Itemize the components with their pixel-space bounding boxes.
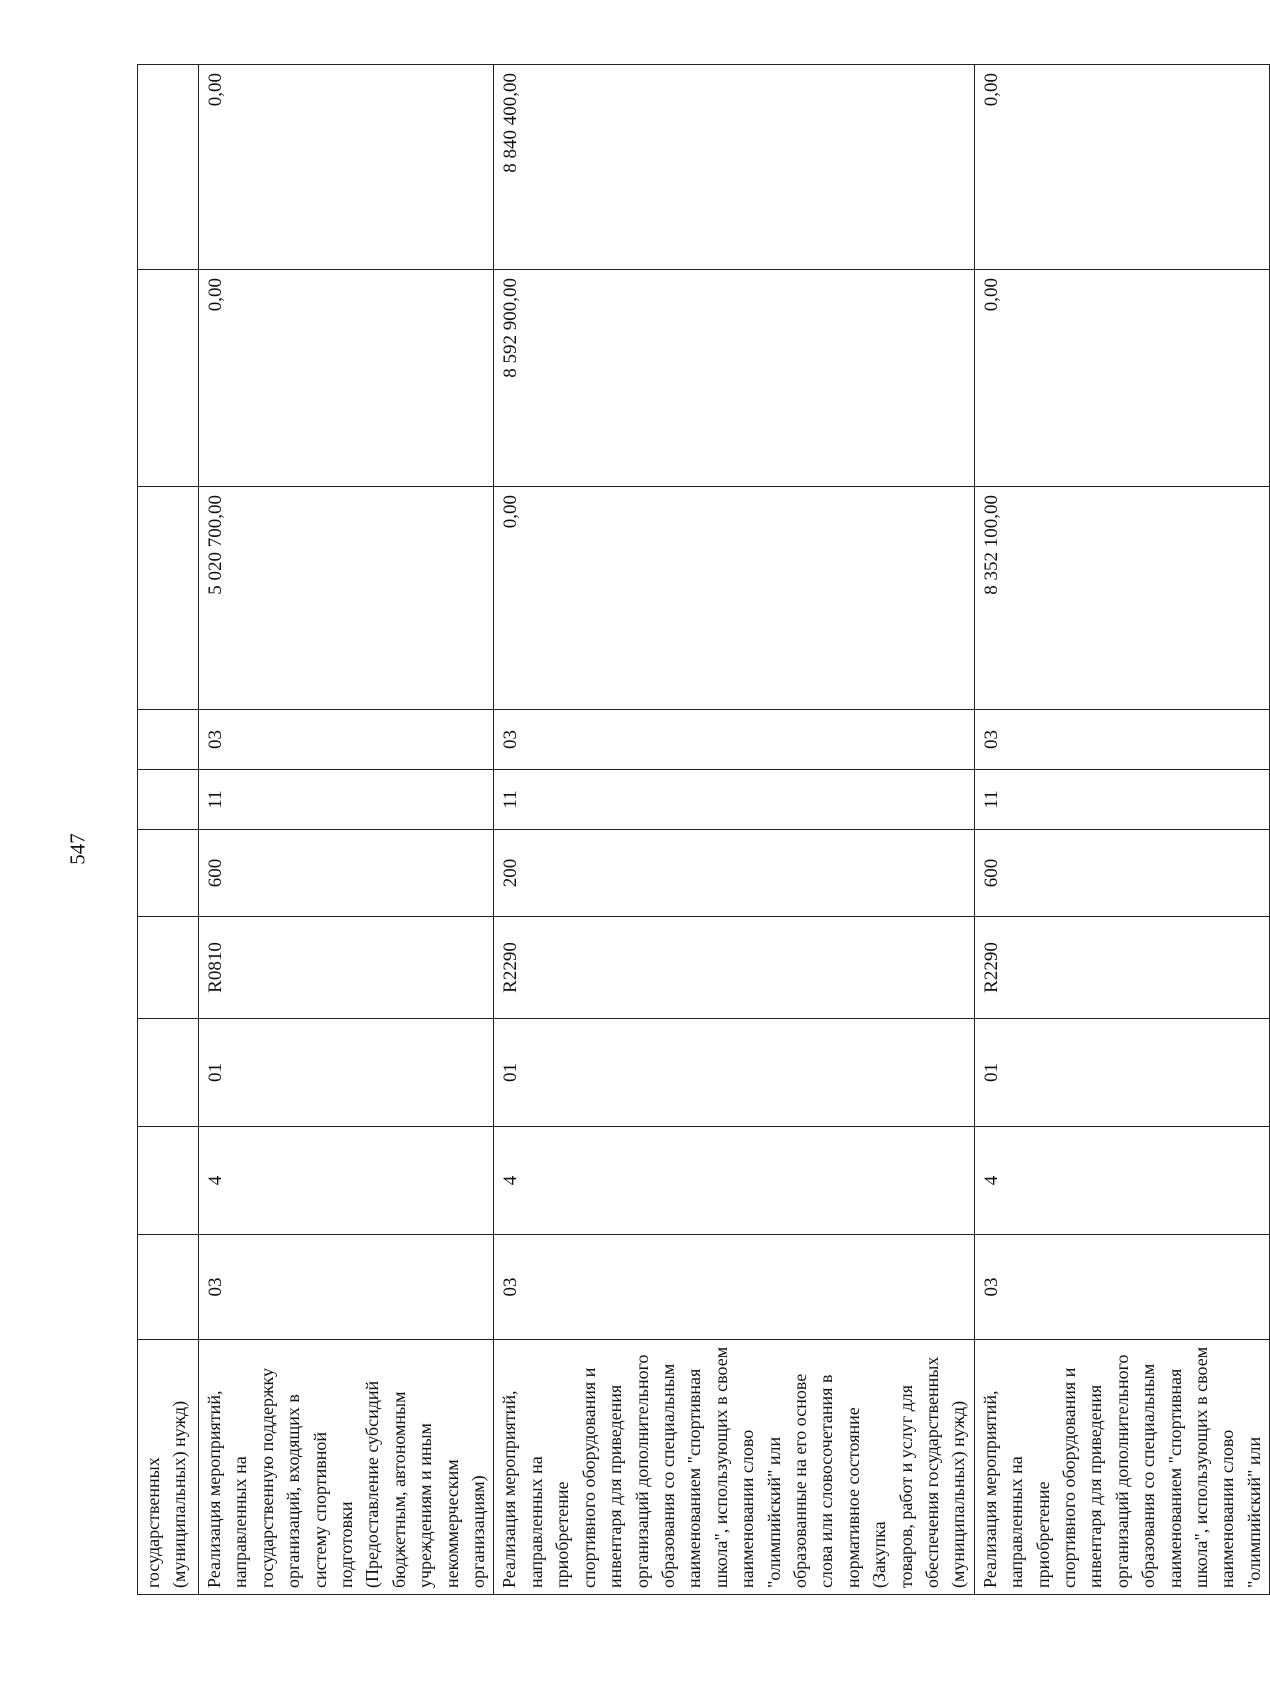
amount-year1-cell: 5 020 700,00 <box>199 487 494 710</box>
section-code-cell: 11 <box>494 770 974 830</box>
expense-type-cell <box>138 830 199 917</box>
amount-year2-cell: 8 592 900,00 <box>494 270 974 487</box>
subsection-code-cell: 03 <box>974 710 1269 770</box>
amount-year2-cell: 0,00 <box>974 270 1269 487</box>
section-cell <box>138 1235 199 1340</box>
subprogram-cell <box>138 1019 199 1127</box>
table-row <box>974 65 1269 1595</box>
subsection-code-cell: 03 <box>494 710 974 770</box>
subprogram-cell: 01 <box>199 1019 494 1127</box>
description-text: Реализация мероприятий, направленных на приобретение спортивного оборудования и инвентаря для приведения организаций дополнительного образования со специальным наименованием "спортивная школа", использующих в своем наименовании слово "олимпийский" или <box>979 1346 1264 1588</box>
section-code-cell: 11 <box>974 770 1269 830</box>
description-cell <box>199 1340 494 1595</box>
description-text: Реализация мероприятий, направленных на государственную поддержку организаций, входящих в систему спортивной подготовки (Предоставление субсидий бюджетным, автономным учреждениям и иным некоммерческим организациям) <box>204 1368 489 1588</box>
amount-year3-cell: 0,00 <box>199 65 494 270</box>
amount-year2-cell: 0,00 <box>199 270 494 487</box>
section-cell: 03 <box>494 1235 974 1340</box>
target-article-cell: R0810 <box>199 917 494 1019</box>
subsection-code-cell: 03 <box>199 710 494 770</box>
program-cell: 4 <box>199 1127 494 1235</box>
expense-type-cell: 600 <box>974 830 1269 917</box>
subsection-code-cell <box>138 710 199 770</box>
table-row <box>199 65 494 1595</box>
description-cell <box>974 1340 1269 1595</box>
expense-type-cell: 200 <box>494 830 974 917</box>
amount-year3-cell <box>138 65 199 270</box>
table-row <box>494 65 974 1595</box>
section-cell: 03 <box>974 1235 1269 1340</box>
table-row <box>138 65 199 1595</box>
description-text: Реализация мероприятий, направленных на приобретение спортивного оборудования и инвентаря для приведения организаций дополнительного образования со специальным наименованием "спортивная школа", использующих в своем наименовании слово "олимпийский" или образованные на его основе слова или словосочетания в нормативное состояние (Закупка товаров, работ и услуг для обеспечения государственных (муниципальных) нужд) <box>499 1346 969 1588</box>
target-article-cell: R2290 <box>974 917 1269 1019</box>
program-cell: 4 <box>494 1127 974 1235</box>
budget-table <box>137 64 1270 1595</box>
amount-year1-cell: 8 352 100,00 <box>974 487 1269 710</box>
expense-type-cell: 600 <box>199 830 494 917</box>
subprogram-cell: 01 <box>494 1019 974 1127</box>
budget-table-container <box>137 65 1264 1595</box>
description-text: государственных (муниципальных) нужд) <box>143 1400 190 1588</box>
program-cell <box>138 1127 199 1235</box>
amount-year2-cell <box>138 270 199 487</box>
subprogram-cell: 01 <box>974 1019 1269 1127</box>
amount-year1-cell: 0,00 <box>494 487 974 710</box>
section-code-cell: 11 <box>199 770 494 830</box>
amount-year1-cell <box>138 487 199 710</box>
target-article-cell: R2290 <box>494 917 974 1019</box>
section-code-cell <box>138 770 199 830</box>
section-cell: 03 <box>199 1235 494 1340</box>
program-cell: 4 <box>974 1127 1269 1235</box>
target-article-cell <box>138 917 199 1019</box>
amount-year3-cell: 0,00 <box>974 65 1269 270</box>
description-cell <box>494 1340 974 1595</box>
page-number: 547 <box>65 833 90 865</box>
amount-year3-cell: 8 840 400,00 <box>494 65 974 270</box>
description-cell <box>138 1340 199 1595</box>
